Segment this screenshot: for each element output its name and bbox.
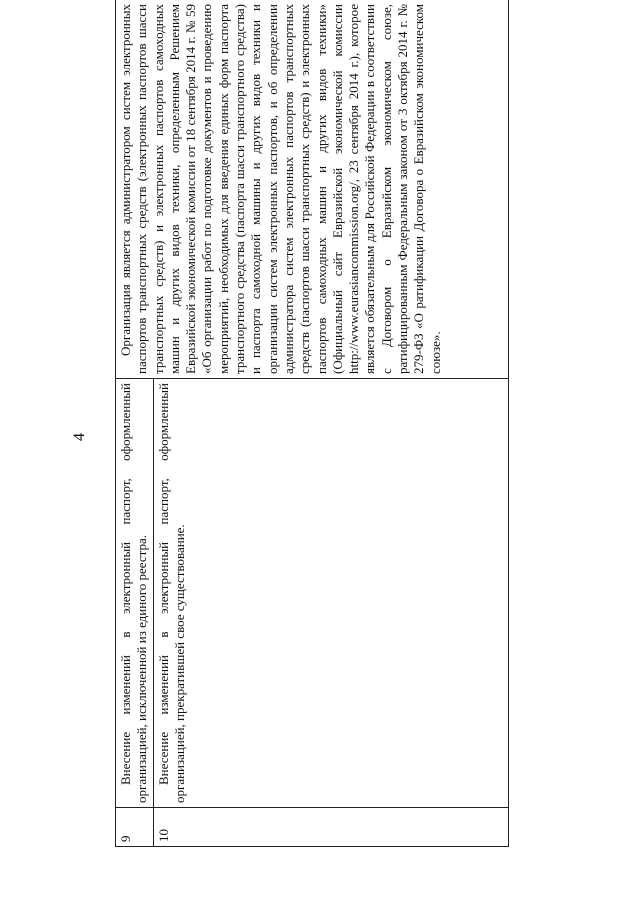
row-basis-text: Организация является администратором систем электронных паспортов транспортных средств (электронных паспортов шасси транспортных средств) и электронных паспортов самоходных машин и других видов техники, определенным Решением Евразийской экономической комиссии от 18 сентября 2014 г. № 59 «Об организации работ по подготовке документов и проведению мероприятий, необходимых для введения единых форм паспорта транспортного средства (паспорта шасси транспортного средства) и паспорта самоходной машины и других видов техники и организации систем электронных паспортов, и об определении администратора систем электронных паспортов транспортных средств (паспортов шасси транспортных средств) и электронных паспортов самоходных машин и других видов техники» (Официальный сайт Евразийской экономической комиссии http://www.eurasiancommission.org/, 23 сентября 2014 г.), которое является обязательным для Российской Федерации в соответствии с Договором о Евразийском экономическом союзе, ратифицированным Федеральным законом от 3 октября 2014 г. № 279-ФЗ «О ратификации Договора о Евразийском экономическом союзе». (118, 4, 443, 374)
row-number: 9 (116, 808, 154, 847)
services-table (115, 0, 509, 847)
row-description-text: Внесение изменений в электронный паспорт, оформленный организацией, прекратившей свое существование. (155, 383, 187, 803)
page-number: 4 (71, 433, 88, 441)
table-row (116, 0, 154, 847)
row-description (116, 379, 154, 808)
rotated-content (65, 4, 505, 847)
row-number: 10 (153, 808, 508, 847)
row-description (153, 379, 508, 808)
row-basis (116, 0, 509, 379)
row-description-text: Внесение изменений в электронный паспорт, оформленный организацией, исключенной из единого реестра. (118, 383, 150, 803)
